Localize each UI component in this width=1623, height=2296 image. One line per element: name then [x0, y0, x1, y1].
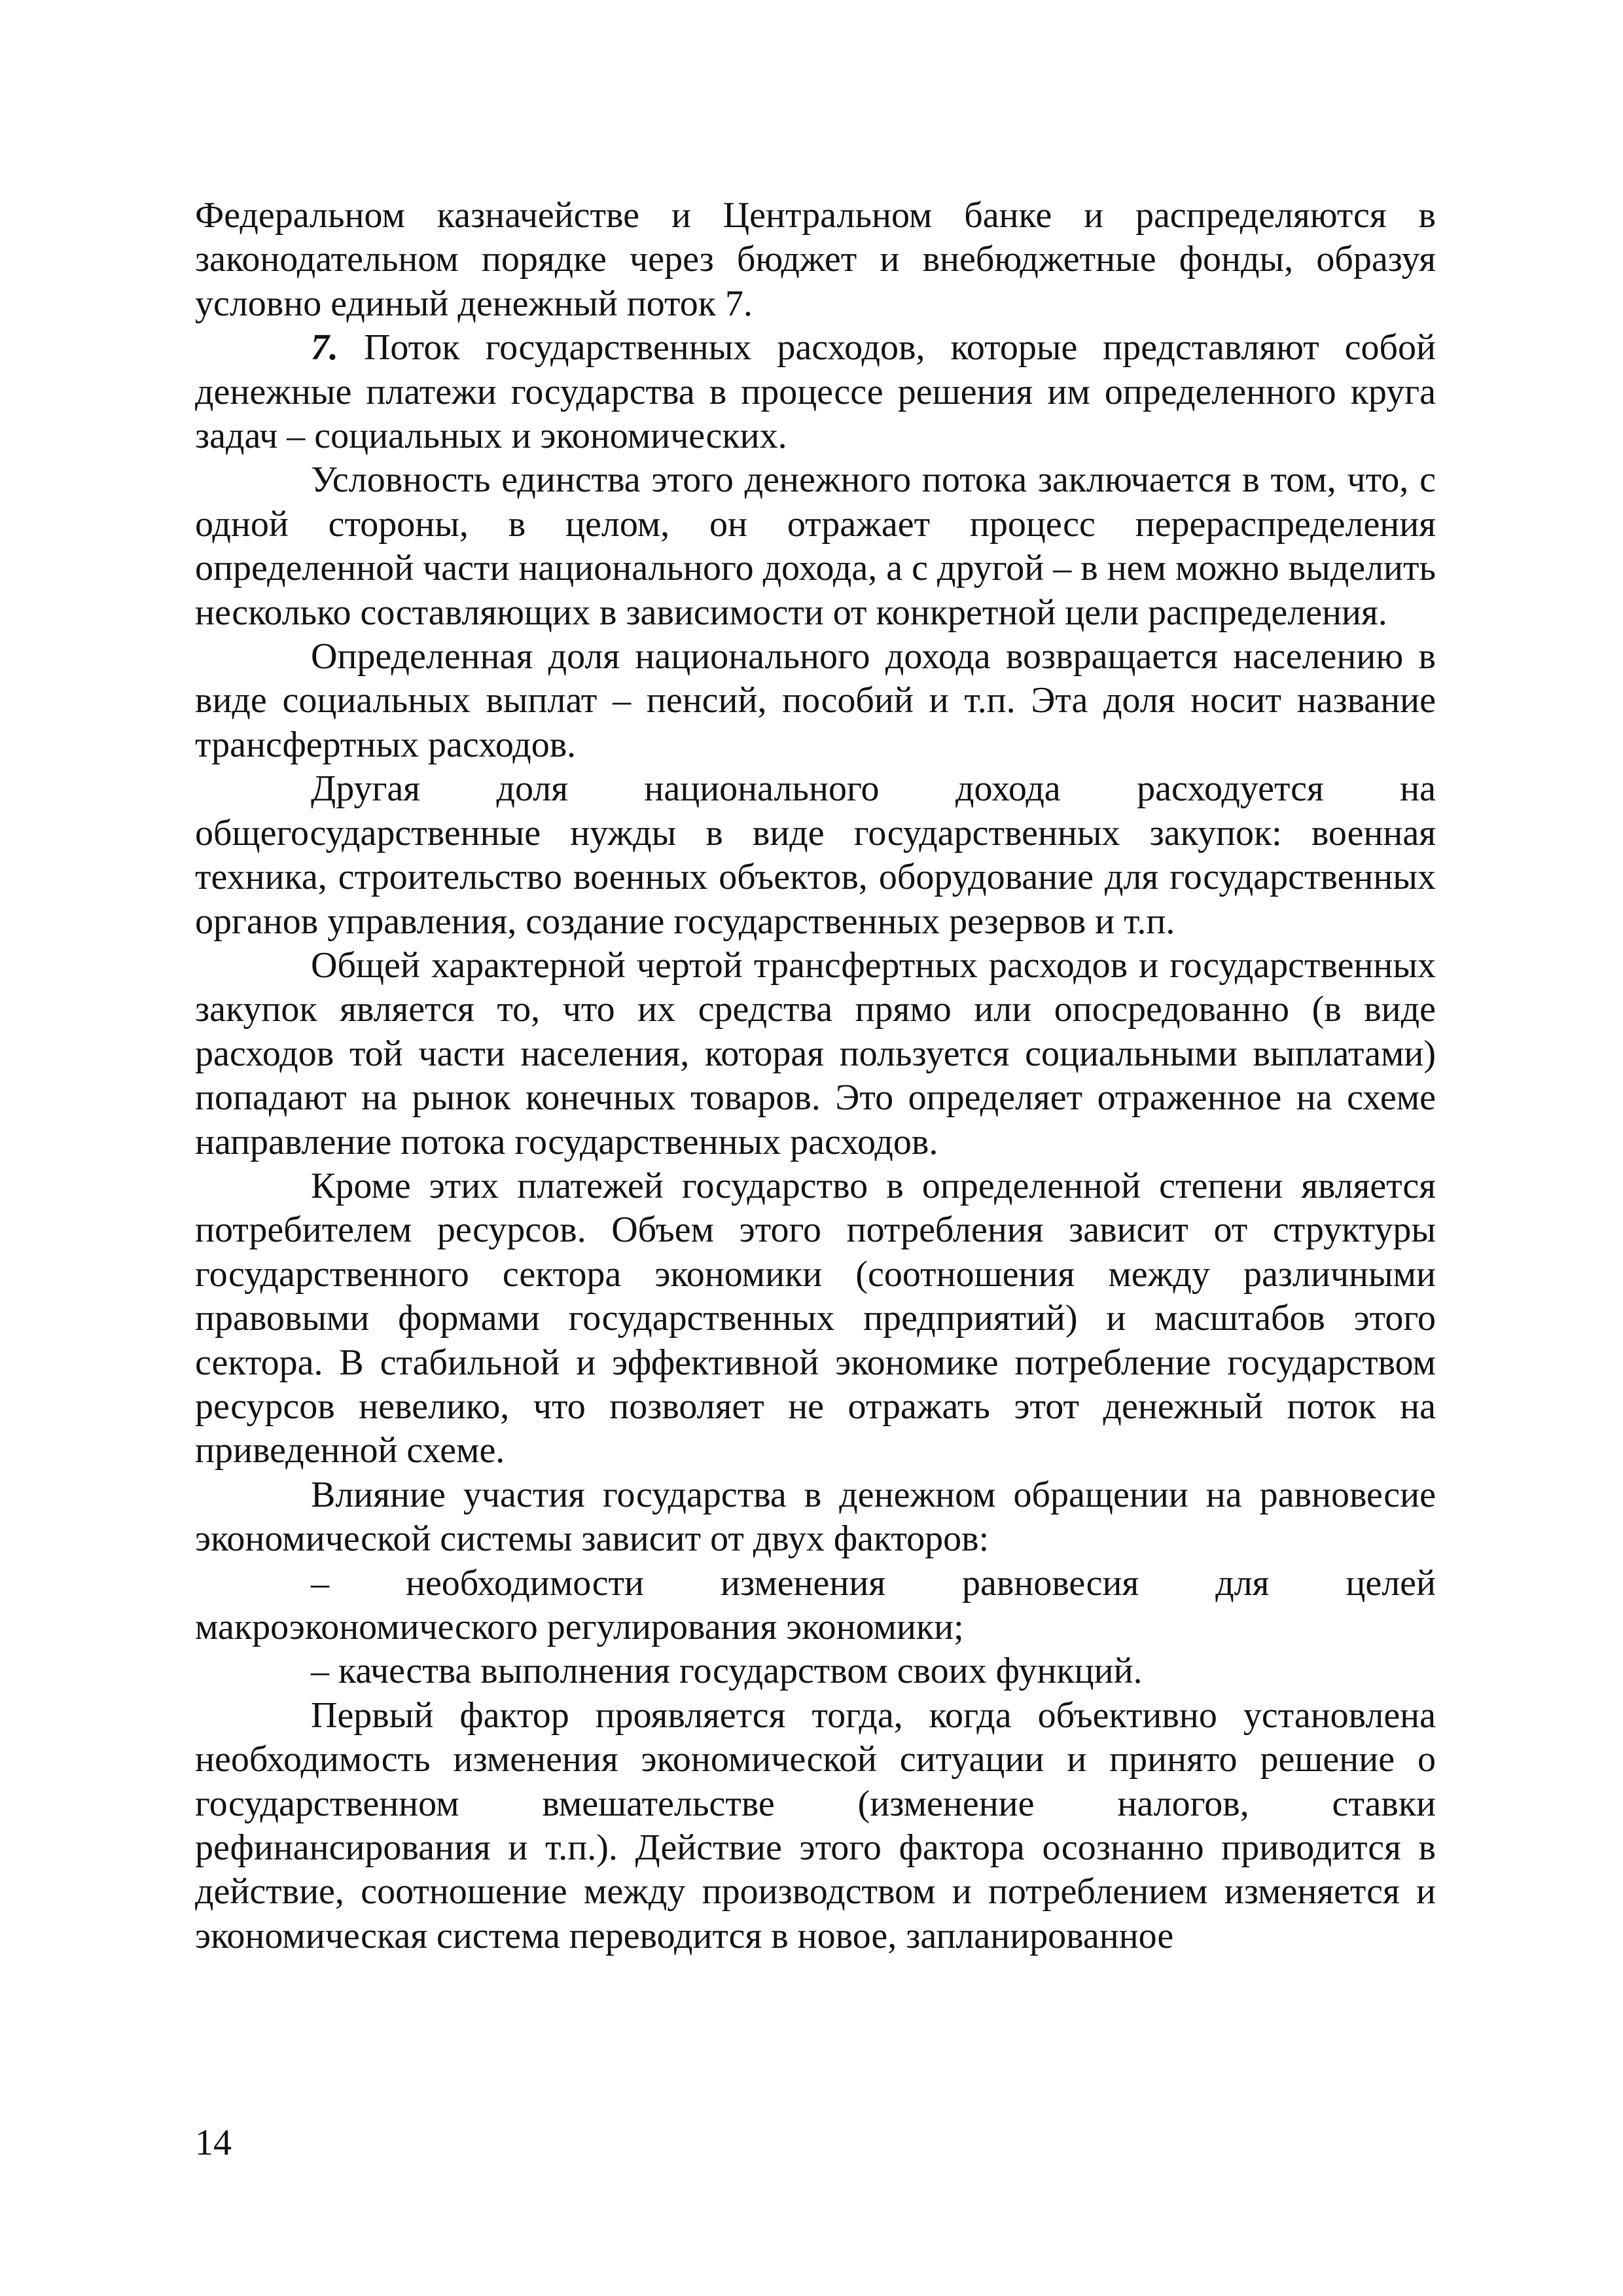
- paragraph-transfer-payments: Определенная доля национального дохода возвращается населению в виде социальных выплат – пенсий, пособий и т.п. Эта доля носит название трансфертных расходов.: [195, 636, 1436, 765]
- paragraph-item-7: [195, 326, 1436, 458]
- page-number: 14: [195, 2123, 232, 2163]
- paragraph-continuation: Федеральном казначействе и Центральном банке и распределяются в законодательном порядке через бюджет и внебюджетные фонды, образуя условно единый денежный поток 7.: [195, 195, 1436, 324]
- paragraph-resource-consumption: Кроме этих платежей государство в определенной степени является потребителем ресурсов. Объем этого потребления зависит от структуры государственного сектора экономики (соотношения между различными правовыми формами государственных предприятий) и масштабов этого сектора. В стабильной и эффективной экономике потребление государством ресурсов невелико, что позволяет не отражать этот денежный поток на приведенной схеме.: [195, 1165, 1436, 1471]
- list-item-necessity: – необходимости изменения равновесия для целей макроэкономического регулирования экономики;: [195, 1562, 1436, 1647]
- item-7-text: Поток государственных расходов, которые представляют собой денежные платежи государства в процессе решения им определенного круга задач – социальных и экономических.: [195, 327, 1436, 457]
- paragraph-equilibrium-factors: Влияние участия государства в денежном обращении на равновесие экономической системы зависит от двух факторов:: [195, 1474, 1436, 1560]
- item-number: 7.: [311, 327, 338, 368]
- paragraph-conditionality: Условность единства этого денежного потока заключается в том, что, с одной стороны, в целом, он отражает процесс перераспределения определенной части национального дохода, а с другой – в нем можно выделить несколько составляющих в зависимости от конкретной цели распределения.: [195, 459, 1436, 633]
- paragraph-common-feature: Общей характерной чертой трансфертных расходов и государственных закупок является то, что их средства прямо или опосредованно (в виде расходов той части населения, которая пользуется социальными выплатами) попадают на рынок конечных товаров. Это определяет отраженное на схеме направление потока государственных расходов.: [195, 944, 1436, 1162]
- list-item-quality: – качества выполнения государством своих функций.: [311, 1651, 1143, 1692]
- paragraph-government-purchases: Другая доля национального дохода расходуется на общегосударственные нужды в виде государственных закупок: военная техника, строительство военных объектов, оборудование для государственных органов управления, создание государственных резервов и т.п.: [195, 768, 1436, 942]
- document-body: [195, 194, 1436, 1958]
- paragraph-first-factor: Первый фактор проявляется тогда, когда объективно установлена необходимость изменения экономической ситуации и принято решение о государственном вмешательстве (изменение налогов, ставки рефинансирования и т.п.). Действие этого фактора осознанно приводится в действие, соотношение между производством и потреблением изменяется и экономическая система переводится в новое, запланированное: [195, 1695, 1436, 1956]
